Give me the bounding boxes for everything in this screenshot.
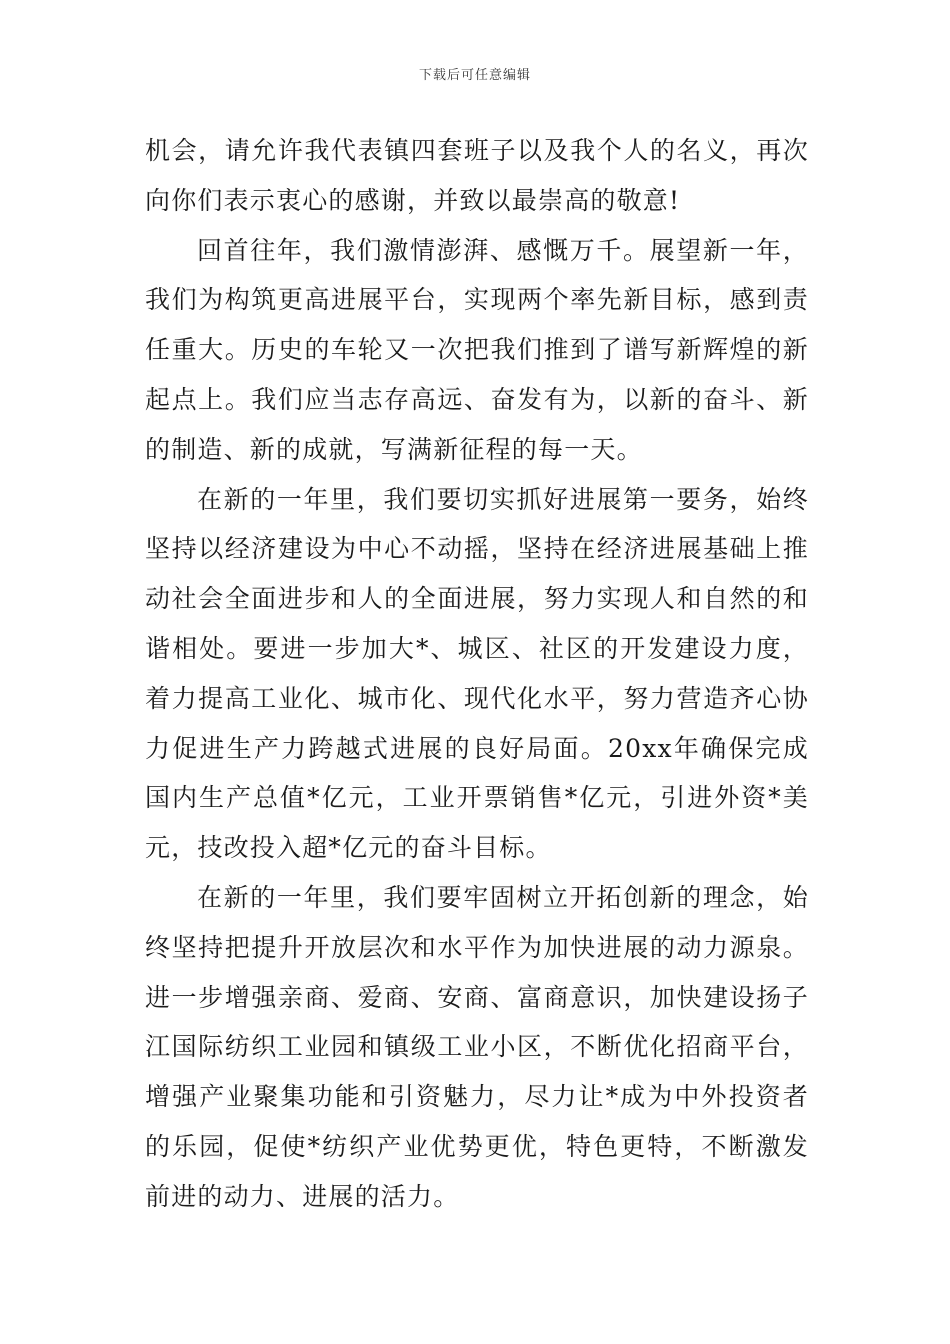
page-header-note: 下载后可任意编辑 [418, 68, 531, 83]
document-body [145, 126, 809, 1222]
paragraph-innovation-opening: 在新的一年里，我们要牢固树立开拓创新的理念，始终坚持把提升开放层次和水平作为加快进展的动力源泉。进一步增强亲商、爱商、安商、富商意识，加快建设扬子江国际纺织工业园和镇级工业小区，不断优化招商平台，增强产业聚集功能和引资魅力，尽力让*成为中外投资者的乐园，促使*纺织产业优势更优，特色更特，不断激发前进的动力、进展的活力。 [145, 882, 809, 1211]
paragraph-looking-back: 回首往年，我们激情澎湃、感慨万千。展望新一年，我们为构筑更高进展平台，实现两个率先新目标，感到责任重大。历史的车轮又一次把我们推到了谱写新辉煌的新起点上。我们应当志存高远、奋发有为，以新的奋斗、新的制造、新的成就，写满新征程的每一天。 [145, 235, 809, 464]
paragraph-continuation: 机会，请允许我代表镇四套班子以及我个人的名义，再次向你们表示衷心的感谢，并致以最崇高的敬意! [145, 136, 809, 215]
paragraph-development-goals: 在新的一年里，我们要切实抓好进展第一要务，始终坚持以经济建设为中心不动摇，坚持在经济进展基础上推动社会全面进步和人的全面进展，努力实现人和自然的和谐相处。要进一步加大*、城区、社区的开发建设力度，着力提高工业化、城市化、现代化水平，努力营造齐心协力促进生产力跨越式进展的良好局面。20xx年确保完成国内生产总值*亿元，工业开票销售*亿元，引进外资*美元，技改投入超*亿元的奋斗目标。 [145, 484, 809, 863]
